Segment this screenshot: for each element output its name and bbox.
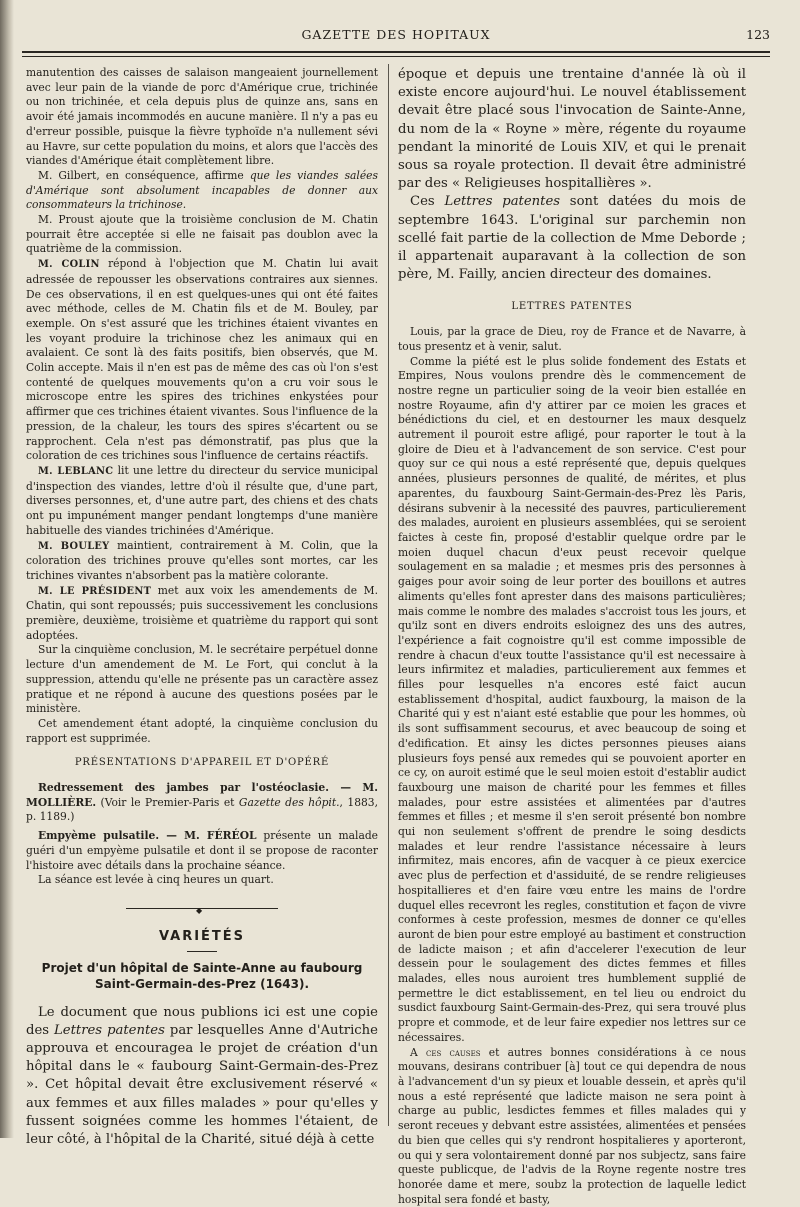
header-rule-thin (22, 56, 770, 57)
paragraph: Sur la cinquième conclusion, M. le secrétaire perpétuel donne lecture d'un amendement de M. Le Fort, qui conclut à la suppression, attendu qu'elle ne présente pas un caractère assez pratique et ne répond à aucune des questions posées par le ministère. (26, 643, 378, 716)
text-run: Le document que nous publions ici est une copie des (26, 1004, 378, 1038)
left-column (26, 66, 379, 1148)
text-run: sont datées du mois de septembre 1643. L'original sur parchemin non scellé fait partie de la collection de Mme Deborde ; il appartenait auparavant à la collection de son père, M. Failly, ancien directeur des domaines. (398, 194, 746, 283)
paragraph (398, 1046, 746, 1207)
section-heading: PRÉSENTATIONS D'APPAREIL ET D'OPÉRÉ (74, 757, 330, 769)
small-caps-text: A ces causes (410, 1045, 481, 1059)
paragraph (26, 829, 378, 873)
paragraph: La séance est levée à cinq heures un quart. (38, 873, 274, 887)
paragraph: manutention des caisses de salaison mangeaient journellement avec leur pain de la viande de porc d'Amérique crue, trichinée ou non trichinée, et cela depuis plus de quinze ans, sans en avoir été jamais incommodés en aucune manière. Il n'y a pas eu d'erreur possible, puisque la fièvre typhoïde n'a nullement sévi au Havre, sur cette population du moins, et alors que l'accès des viandes d'Amérique était complètement libre. (26, 66, 378, 168)
item-title: Redressement des jambes par l'ostéoclasie. — M. MOLLIÈRE. (26, 781, 378, 809)
binding-shadow (0, 0, 14, 1138)
paragraph: M. Proust ajoute que la troisième conclusion de M. Chatin pourrait être acceptée si elle ne faisait pas doublon avec la quatrième de la commission. (26, 213, 378, 256)
paragraph (398, 193, 746, 284)
text-run: maintient, contrairement à M. Colin, que la coloration des trichines prouve qu'elles sont mortes, car les trichines vivantes n'absorbent pas la matière colorante. (26, 538, 378, 582)
short-rule (187, 951, 217, 952)
article-intro-continued (398, 66, 746, 284)
text-run: M. Gilbert, en conséquence, affirme (38, 168, 250, 182)
letters-patent (398, 300, 746, 1207)
italic-text: que les viandes salées d'Amérique sont absolument incapables de donner aux consommateurs la trichinose. (26, 168, 378, 212)
text-run: Ces (410, 194, 445, 210)
section-heading: LETTRES PATENTES (511, 301, 633, 313)
column-rule (388, 64, 389, 1126)
text-run: répond à l'objection que M. Chatin lui avait adressée de repousser les observations contraires aux siennes. De ces observations, il en est quelques-unes qui ont été faites avec méthode, celles de M. Chatin fils et de M. Bouley, par exemple. On s'est assuré que les trichines étaient vivantes en les voyant produire la trichinose chez les animaux qui en avalaient. Ce sont là des faits positifs, bien observés, que M. Colin accepte. Mais il n'en est pas de même des cas où l'on s'est contenté de quelques mouvements qu'on a cru voir sous le microscope entre les spires des trichines enkystées pour affirmer que ces trichines étaient vivantes. Sous l'influence de la pression, de la chaleur, les tours des spires s'écartent ou se rapprochent. Cela n'est pas démonstratif, pas plus que la coloration de ces trichines sous l'influence de certains réactifs. (26, 257, 379, 463)
paragraph (26, 781, 378, 825)
paragraph (26, 1004, 378, 1150)
speaker-name: M. BOULEY (38, 540, 110, 552)
article-intro (26, 1004, 378, 1150)
article-title: Projet d'un hôpital de Sainte-Anne au faubourg Saint-Germain-des-Prez (1643). (41, 960, 363, 991)
text-run: par lesquelles Anne d'Autriche approuva et encouragea le projet de création d'un hôpital dans le « faubourg Saint-Germain-des-Prez ». Cet hôpital devait être exclusivement réservé « aux femmes et aux filles malades » pour qu'elles y fussent soignées comme les hommes l'étaient, de leur côté, à l'hôpital de la Charité, situé déjà à cette (26, 1022, 378, 1148)
paragraph (26, 464, 378, 539)
section-title: VARIÉTÉS (158, 928, 246, 944)
diamond-ornament-icon: ◆ (196, 905, 203, 915)
paragraph: époque et depuis une trentaine d'année là où il existe encore aujourd'hui. Le nouvel établissement devait être placé sous l'invocation de Sainte-Anne, du nom de la « Royne » mère, régente du royaume pendant la minorité de Louis XIV, et qui le prenait sous sa royale protection. Il devait être administré par des « Religieuses hospitallières ». (398, 67, 746, 192)
italic-text: Gazette des hôpit. (238, 795, 340, 809)
speaker-name: M. LEBLANC (38, 465, 114, 477)
right-column (398, 66, 746, 1206)
italic-text: Lettres patentes (444, 194, 561, 210)
running-title: GAZETTE DES HOPITAUX (301, 27, 491, 42)
page-number: 123 (746, 27, 770, 42)
text-run: (Voir le Premier-Paris et (96, 795, 239, 809)
speaker-name: M. COLIN (38, 259, 100, 271)
paragraph (26, 539, 378, 584)
text-run: , 1883, p. 1189.) (26, 795, 378, 824)
item-title: Empyème pulsatile. — M. FÉRÉOL (38, 829, 257, 843)
speaker-name: M. LE PRÉSIDENT (38, 585, 152, 597)
paragraph: Comme la piété est le plus solide fondement des Estats et Empires, Nous voulons prendre dès le commencement de nostre regne un particulier soing de la veoir bien estallée en nostre Royaume, afin d'y attirer par ce moien les graces et bénédictions du ciel, et en destourner les maux desquelz autrement il pouroit estre afligé, pour raporter le tout à la gloire de Dieu et à l'advancement de son service. C'est pour quoy sur ce qui nous a esté représenté que, depuis quelques années, plusieurs personnes de qualité, de mérites, et plus aparentes, du fauxbourg Saint-Germain-des-Prez lès Paris, désirans subvenir à la necessité des pauvres, particulierement des malades, auroient en plusieurs assemblées, qui se seroient faictes à ceste fin, proposé d'establir quelque ordre par le moien duquel chacun d'eux peust recevoir quelque soulagement en sa maladie ; et mesmes pris des personnes à gaiges pour avoir soing de leur porter des bouillons et autres aliments qu'elles font aprester dans des maisons particulières; mais comme le nombre des malades s'accroist tous les jours, et qu'ilz sont en divers endroits esloignez des uns des autres, l'expérience a fait cognoistre qu'il est comme impossible de rendre à chacun d'eux toutte l'assistance qu'il est necessaire à leurs infirmitez et maladies, particulierement aux femmes et filles pour lesquelles n'a encores esté faict aucun establissement d'hospital, audict fauxbourg, la maison de la Charité qui y est n'aiant esté establie que pour les hommes, où ils sont suffisamment secourus, et avec beaucoup de soing et d'edification. Et ainsy les dictes personnes pieuses aians plusieurs foys pensé aux remedes qui se pouvoient aporter en ce cy, on auroit estimé que le seul moien estoit d'establir audict fauxbourg une maison de charité pour les femmes et filles malades, pour estre assistées et alimentées par d'autres femmes et filles ; et mesme il s'en seroit présenté bon nombre qui non seulement s'offrent de prendre le soing desdicts malades et leur rendre l'assistance nécessaire à leurs infirmitez, mais encores, afin de vacquer à ce pieux exercice avec plus de perfection et d'assiduité, de se rendre religieuses hospitallieres et d'en faire vœu entre les mains de l'ordre duquel elles recevront les regles, constitution et façon de vivre conformes à ceste profession, mesmes de donner ce qu'elles auront de bien pour estre employé au bastiment et construction de ladicte maison ; et afin d'accelerer l'execution de leur dessein pour le soulagement des dictes femmes et filles malades, elles nous auroient tres humblement supplié de permettre le dict establissement, en tel lieu ou endroict du susdict fauxbourg Saint-Germain-des-Prez, qui sera trouvé plus propre et commode, et de leur faire expedier nos lettres sur ce nécessaires. (398, 354, 746, 1044)
paragraph (26, 169, 378, 213)
page-header (22, 27, 770, 45)
italic-text: Lettres patentes (54, 1022, 165, 1038)
paragraph (26, 257, 378, 464)
text-run: met aux voix les amendements de M. Chatin, qui sont repoussés; puis successivement les conclusions première, deuxième, troisième et quatrième du rapport qui sont adoptées. (26, 583, 378, 642)
paragraph: Cet amendement étant adopté, la cinquième conclusion du rapport est supprimée. (26, 716, 378, 745)
text-run: présente un malade guéri d'un empyème pulsatile et dont il se propose de raconter l'histoire avec détails dans la prochaine séance. (26, 829, 378, 872)
ornament-divider (26, 902, 378, 916)
paragraph: Louis, par la grace de Dieu, roy de France et de Navarre, à tous presentz et à venir, salut. (398, 325, 746, 353)
text-run: lit une lettre du directeur du service municipal d'inspection des viandes, lettre d'où il résulte que, d'une part, diverses personnes, et, d'une autre part, des chiens et des chats ont pu impunément manger pendant longtemps d'une manière habituelle des viandes trichinées d'Amérique. (26, 463, 379, 537)
paragraph (26, 584, 378, 644)
text-run: et autres bonnes considérations à ce nous mouvans, desirans contribuer [à] tout ce qui dependra de nous à l'advancement d'un sy pieux et louable dessein, et après qu'il nous a esté représenté que ladicte maison ne sera point à charge au public, lesdictes femmes et filles malades qui y seront receues y debvant estre assistées, alimentées et pensées du bien que celles qui s'y rendront hospitalieres y aporteront, ou qui y sera volontairement donné par nos subjectz, sans faire queste publicque, de l'advis de la Royne regente nostre tres honorée dame et mere, soubz la protection de laquelle ledict hospital sera fondé et basty, (398, 1045, 746, 1206)
header-rule (22, 51, 770, 53)
